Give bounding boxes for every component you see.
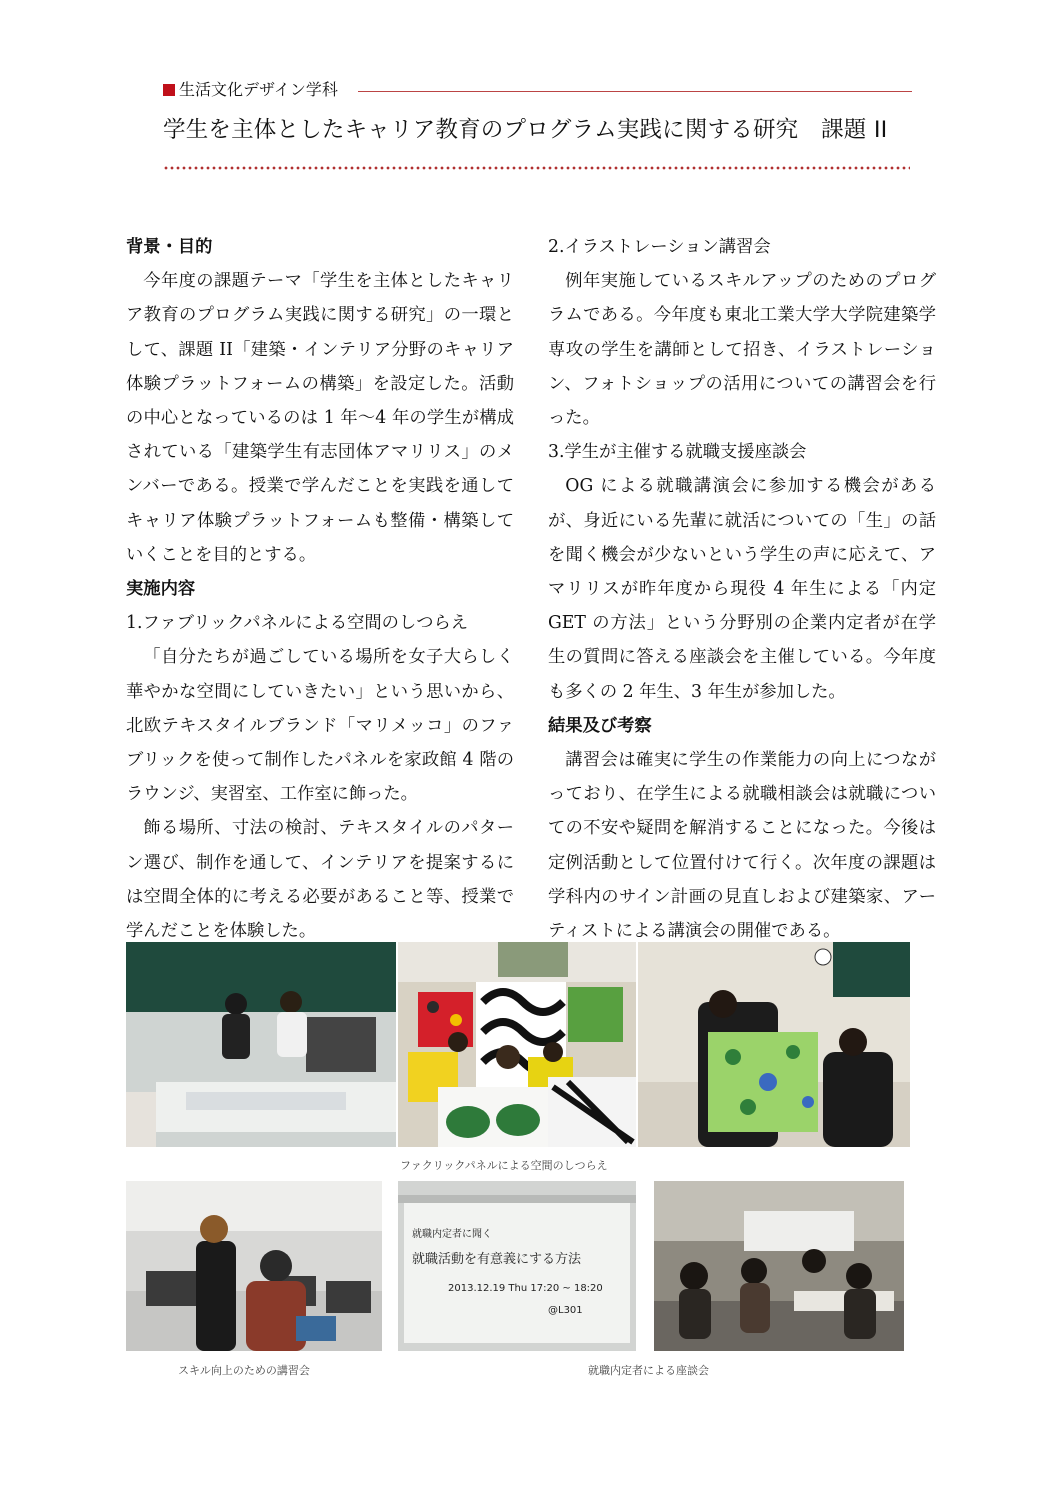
department-label xyxy=(163,80,338,100)
background-text: 今年度の課題テーマ「学生を主体としたキャリア教育のプログラム実践に関する研究」の一環として、課題 II「建築・インテリア分野のキャリア体験プラットフォームの構築」を設定した。活動の中心となっているのは 1 年〜4 年の学生が構成されている「建築学生有志団体アマリリス」のメンバーである。授業で学んだことを実践を通してキャリア体験プラットフォームも整備・構築していくことを目的とする。 xyxy=(126,271,514,565)
item3-heading: 3.学生が主催する就職支援座談会 xyxy=(548,442,807,463)
department-name: 生活文化デザイン学科 xyxy=(179,80,338,99)
caption-career: 就職内定者による座談会 xyxy=(588,1364,709,1377)
item3-text: OG による就職講演会に参加する機会があるが、身近にいる先輩に就活についての「生」の話を聞く機会が少ないという学生の声に応えて、アマリリスが昨年度から現役 4 年生による「内定 GET の方法」という分野別の企業内定者が在学生の質問に答える座談会を主催している。今年度も多くの 2 年生、3 年生が参加した。 xyxy=(548,476,936,702)
whiteboard-line-2: 就職活動を有意義にする方法 xyxy=(412,1252,582,1267)
item1-text-2: 飾る場所、寸法の検討、テキスタイルのパターン選び、制作を通して、インテリアを提案するには空間全体的に考える必要があること等、授業で学んだことを体験した。 xyxy=(126,818,514,942)
photo-marimekko-panels xyxy=(398,942,636,1147)
result-heading: 結果及び考察 xyxy=(548,715,652,736)
content-heading: 実施内容 xyxy=(126,579,196,600)
item2-heading: 2.イラストレーション講習会 xyxy=(548,237,771,257)
page-title: 学生を主体としたキャリア教育のプログラム実践に関する研究 課題 II xyxy=(163,117,888,143)
caption-skill: スキル向上のための講習会 xyxy=(178,1364,310,1377)
photo-career-talk xyxy=(654,1181,904,1351)
background-heading: 背景・目的 xyxy=(126,237,213,257)
whiteboard-line-4: @L301 xyxy=(548,1305,583,1316)
photo-whiteboard xyxy=(398,1181,636,1351)
whiteboard-line-1: 就職内定者に聞く xyxy=(412,1229,492,1240)
red-square-icon xyxy=(163,84,175,96)
whiteboard-line-3: 2013.12.19 Thu 17:20 ~ 18:20 xyxy=(448,1283,603,1294)
right-column xyxy=(548,230,936,948)
result-text: 講習会は確実に学生の作業能力の向上につながっており、在学生による就職相談会は就職についての不安や疑問を解消することになった。今後は定例活動として位置付けて行く。次年度の課題は学科内のサイン計画の見直しおよび建築家、アーティストによる講演会の開催である。 xyxy=(548,750,936,942)
item1-text-1: 「自分たちが過ごしている場所を女子大らしく華やかな空間にしていきたい」という思いから、北欧テキスタイルブランド「マリメッコ」のファブリックを使って制作したパネルを家政館 4 階のラウンジ、実習室、工作室に飾った。 xyxy=(126,647,514,805)
dotted-divider xyxy=(163,166,910,170)
photo-green-panel xyxy=(638,942,910,1147)
caption-fabric: ファクリックパネルによる空間のしつらえ xyxy=(400,1159,608,1172)
item2-text: 例年実施しているスキルアップのためのプログラムである。今年度も東北工業大学大学院建築学専攻の学生を講師として招き、イラストレーション、フォトショップの活用についての講習会を行った。 xyxy=(548,271,936,429)
item1-heading: 1.ファブリックパネルによる空間のしつらえ xyxy=(126,613,469,634)
photo-fabric-workshop xyxy=(126,942,396,1147)
photo-skill-workshop xyxy=(126,1181,382,1351)
left-column xyxy=(126,230,514,948)
header-rule xyxy=(358,91,912,92)
